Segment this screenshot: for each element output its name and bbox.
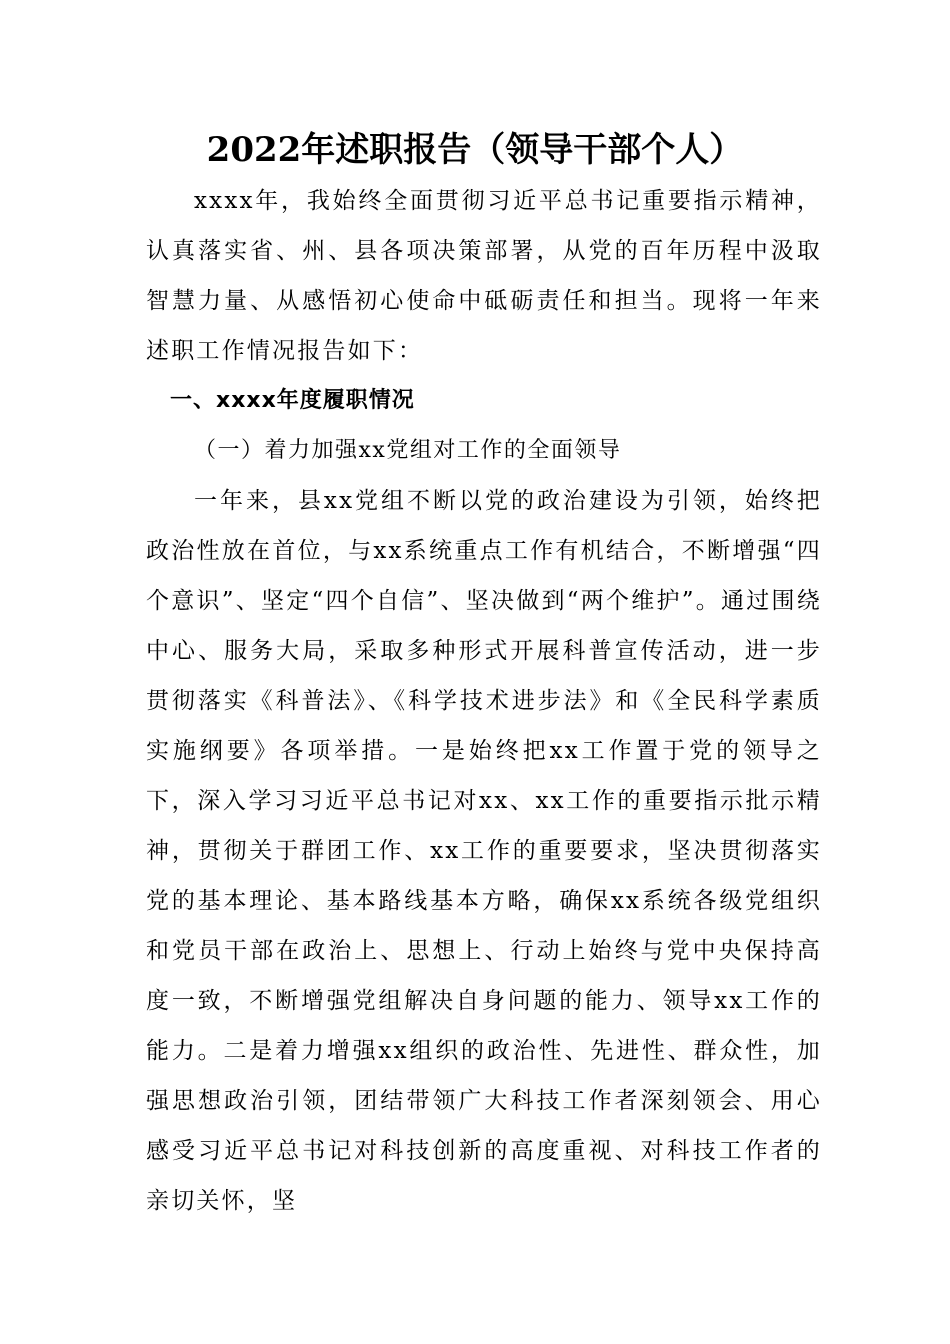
subsection-heading: （一）着力加强xx党组对工作的全面领导 — [194, 438, 622, 463]
document-title: 2022年述职报告（领导干部个人） — [206, 130, 744, 170]
section-heading: 一、xxxx年度履职情况 — [170, 388, 415, 413]
document-body — [146, 176, 822, 1226]
intro-paragraph: xxxx年，我始终全面贯彻习近平总书记重要指示精神，认真落实省、州、县各项决策部署，从党的百年历程中汲取智慧力量、从感悟初心使命中砥砺责任和担当。现将一年来述职工作情况报告如下： — [146, 188, 822, 364]
body-paragraph: 一年来，县xx党组不断以党的政治建设为引领，始终把政治性放在首位，与xx系统重点工作有机结合，不断增强“四个意识”、坚定“四个自信”、坚决做到“两个维护”。通过围绕中心、服务大局，采取多种形式开展科普宣传活动，进一步贯彻落实《科普法》、《科学技术进步法》和《全民科学素质实施纲要》各项举措。一是始终把xx工作置于党的领导之下，深入学习习近平总书记对xx、xx工作的重要指示批示精神，贯彻关于群团工作、xx工作的重要要求，坚决贯彻落实党的基本理论、基本路线基本方略，确保xx系统各级党组织和党员干部在政治上、思想上、行动上始终与党中央保持高度一致，不断增强党组解决自身问题的能力、领导xx工作的能力。二是着力增强xx组织的政治性、先进性、群众性，加强思想政治引领，团结带领广大科技工作者深刻领会、用心感受习近平总书记对科技创新的高度重视、对科技工作者的亲切关怀，坚 — [146, 488, 822, 1214]
